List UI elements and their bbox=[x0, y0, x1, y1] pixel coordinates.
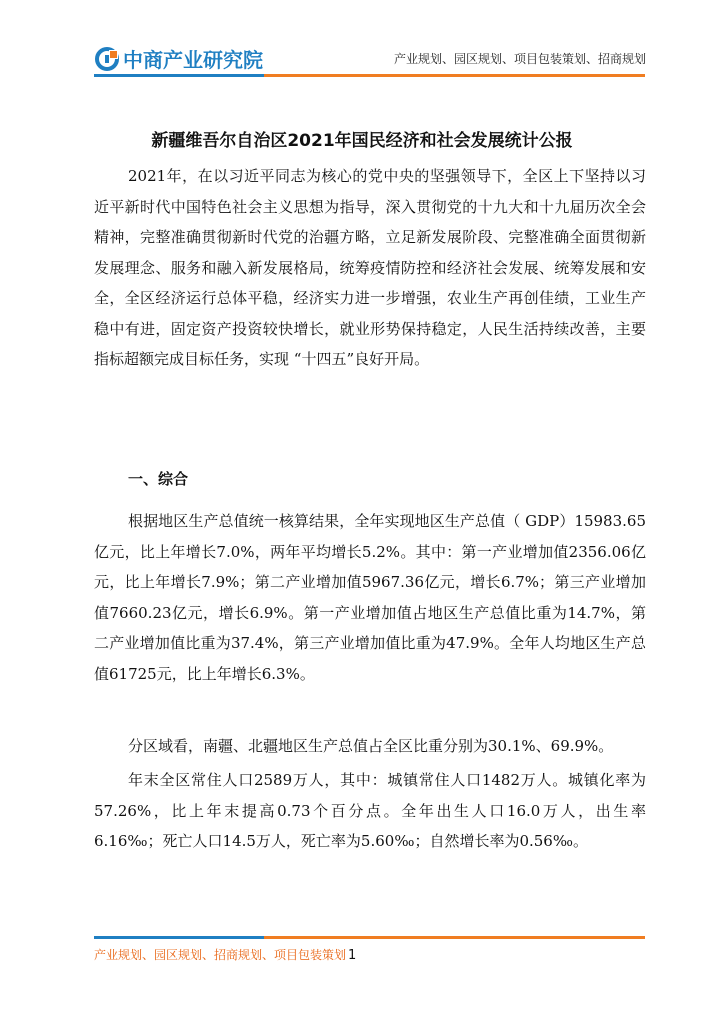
region-paragraph: 分区域看，南疆、北疆地区生产总值占全区比重分别为30.1%、69.9%。 bbox=[128, 737, 614, 755]
page-header bbox=[0, 0, 724, 82]
header-divider-orange bbox=[264, 74, 645, 77]
header-slogan: 产业规划、园区规划、项目包装策划、招商规划 bbox=[393, 52, 646, 66]
intro-paragraph: 2021年，在以习近平同志为核心的党中央的坚强领导下，全区上下坚持以习近平新时代中国特色社会主义思想为指导，深入贯彻党的十九大和十九届历次全会精神，完整准确贯彻新时代党的治疆方略，立足新发展阶段、完整准确全面贯彻新发展理念、服务和融入新发展格局，统筹疫情防控和经济社会发展、统筹发展和安全，全区经济运行总体平稳，经济实力进一步增强，农业生产再创佳绩，工业生产稳中有进，固定资产投资较快增长，就业形势保持稳定，人民生活持续改善，主要指标超额完成目标任务，实现 “十四五”良好开局。 bbox=[94, 167, 646, 368]
page-number: 1 bbox=[348, 948, 357, 963]
logo-text: 中商产业研究院 bbox=[123, 48, 263, 72]
page-footer bbox=[94, 946, 356, 963]
gdp-paragraph: 根据地区生产总值统一核算结果，全年实现地区生产总值（ GDP）15983.65亿元，比上年增长7.0%，两年平均增长5.2%。其中：第一产业增加值2356.06亿元，比上年增长7.9%；第二产业增加值5967.36亿元，增长6.7%；第三产业增加值7660.23亿元，增长6.9%。第一产业增加值占地区生产总值比重为14.7%，第二产业增加值比重为37.4%，第三产业增加值比重为47.9%。全年人均地区生产总值61725元，比上年增长6.3%。 bbox=[94, 512, 646, 683]
population-paragraph: 年末全区常住人口2589万人，其中：城镇常住人口1482万人。城镇化率为57.26%，比上年末提高0.73个百分点。全年出生人口16.0万人，出生率6.16‰；死亡人口14.5万人，死亡率为5.60‰；自然增长率为0.56‰。 bbox=[94, 771, 646, 850]
header-divider-blue bbox=[94, 74, 264, 77]
logo-mark-icon bbox=[94, 46, 120, 72]
footer-divider-blue bbox=[94, 936, 264, 939]
footer-divider-orange bbox=[264, 936, 645, 939]
document-title: 新疆维吾尔自治区2021年国民经济和社会发展统计公报 bbox=[151, 131, 573, 151]
brand-logo bbox=[94, 44, 263, 73]
footer-text: 产业规划、园区规划、招商规划、项目包装策划 bbox=[94, 948, 347, 962]
section-heading-overview: 一、综合 bbox=[128, 470, 189, 488]
